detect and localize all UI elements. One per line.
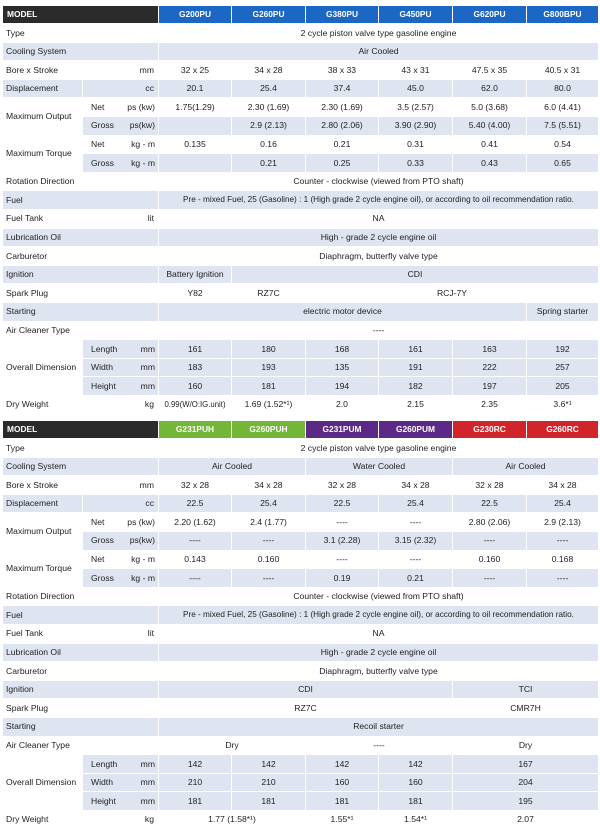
cell: 210	[232, 773, 306, 792]
cell: 180	[232, 340, 306, 359]
cell	[159, 154, 232, 173]
cooling-label: Cooling System	[3, 457, 159, 476]
cell: 0.21	[379, 569, 453, 588]
row-ignition	[3, 265, 599, 284]
cell: 210	[159, 773, 232, 792]
output-gross-unit	[83, 116, 159, 135]
cell: 182	[379, 377, 453, 396]
spark-value: RZ7C	[159, 699, 453, 718]
row-height	[3, 792, 599, 811]
ignition-value: CDI	[232, 265, 599, 284]
output-net-unit	[83, 98, 159, 117]
fuel-tank-unit: lit	[83, 624, 159, 643]
cell: 193	[232, 358, 306, 377]
unit-ps-kw: ps (kw)	[127, 516, 155, 527]
air-cleaner-value: Dry	[453, 736, 599, 755]
cell: 204	[453, 773, 599, 792]
cell: 0.19	[306, 569, 379, 588]
cell: 257	[527, 358, 599, 377]
cell: ----	[379, 550, 453, 569]
cell: ----	[306, 550, 379, 569]
row-carburetor	[3, 662, 599, 681]
cell: 25.4	[379, 494, 453, 513]
ignition-label: Ignition	[3, 680, 159, 699]
spark-value: RZ7C	[232, 284, 306, 303]
cell: ----	[379, 513, 453, 532]
cell: 1.77 (1.58*¹)	[159, 810, 306, 829]
ignition-value: CDI	[159, 680, 453, 699]
dry-weight-label: Dry Weight	[3, 810, 83, 829]
header-row	[3, 6, 599, 24]
cell: 43 x 31	[379, 61, 453, 80]
model-g620pu: G620PU	[453, 6, 527, 24]
air-cleaner-value: Dry	[159, 736, 306, 755]
cell: 22.5	[453, 494, 527, 513]
max-output-label: Maximum Output	[3, 98, 83, 135]
row-bore	[3, 61, 599, 80]
overall-dimension-label: Overall Dimension	[3, 340, 83, 396]
bore-unit: mm	[83, 61, 159, 80]
fuel-label: Fuel	[3, 606, 159, 625]
torque-net-unit	[83, 135, 159, 154]
model-g231pum: G231PUM	[306, 421, 379, 439]
model-g260puh: G260PUH	[232, 421, 306, 439]
row-torque-gross	[3, 569, 599, 588]
cell: 0.168	[527, 550, 599, 569]
starting-value: electric motor device	[159, 302, 527, 321]
cell: 0.33	[379, 154, 453, 173]
displacement-label: Displacement	[3, 494, 83, 513]
cell: 34 x 28	[527, 476, 599, 495]
type-label: Type	[3, 24, 159, 43]
row-fuel	[3, 606, 599, 625]
unit-ps-kw: ps (kw)	[127, 101, 155, 112]
model-g231puh: G231PUH	[159, 421, 232, 439]
cell: 181	[379, 792, 453, 811]
cell: 40.5 x 31	[527, 61, 599, 80]
cell	[159, 116, 232, 135]
torque-net-unit	[83, 550, 159, 569]
height-label: Height	[91, 380, 116, 391]
lubrication-value: High - grade 2 cycle engine oil	[159, 643, 599, 662]
unit-mm: mm	[140, 343, 155, 354]
cell: 161	[159, 340, 232, 359]
cell: 2.9 (2.13)	[527, 513, 599, 532]
cell: 181	[306, 792, 379, 811]
cell: 25.4	[527, 494, 599, 513]
cell: 167	[453, 755, 599, 774]
cell: 142	[306, 755, 379, 774]
spec-table-1	[2, 5, 599, 414]
cooling-value: Air Cooled	[159, 42, 599, 61]
cell: ----	[453, 569, 527, 588]
row-fuel	[3, 191, 599, 210]
cell: 2.35	[453, 395, 527, 414]
starting-value: Spring starter	[527, 302, 599, 321]
row-height	[3, 377, 599, 396]
cell: 222	[453, 358, 527, 377]
cell: ----	[527, 569, 599, 588]
length-unit	[83, 340, 159, 359]
cell: 7.5 (5.51)	[527, 116, 599, 135]
cell: 1.54*¹	[379, 810, 453, 829]
lubrication-label: Lubrication Oil	[3, 643, 159, 662]
cell: 0.160	[232, 550, 306, 569]
row-type	[3, 24, 599, 43]
torque-gross-unit	[83, 569, 159, 588]
cell: 0.16	[232, 135, 306, 154]
ignition-label: Ignition	[3, 265, 159, 284]
row-cooling	[3, 42, 599, 61]
cell: 197	[453, 377, 527, 396]
cell: 0.54	[527, 135, 599, 154]
cell: 32 x 25	[159, 61, 232, 80]
row-lubrication	[3, 643, 599, 662]
rotation-value: Counter - clockwise (viewed from PTO shaft)	[159, 172, 599, 191]
type-value: 2 cycle piston valve type gasoline engine	[159, 24, 599, 43]
cell: 135	[306, 358, 379, 377]
cell: 181	[232, 377, 306, 396]
height-unit	[83, 377, 159, 396]
fuel-tank-unit: lit	[83, 209, 159, 228]
cell: 2.4 (1.77)	[232, 513, 306, 532]
unit-mm: mm	[140, 380, 155, 391]
cell: 5.0 (3.68)	[453, 98, 527, 117]
cooling-value: Water Cooled	[306, 457, 453, 476]
cell: 142	[232, 755, 306, 774]
row-lubrication	[3, 228, 599, 247]
torque-gross-unit	[83, 154, 159, 173]
cell: 194	[306, 377, 379, 396]
cell: 205	[527, 377, 599, 396]
cell: 34 x 28	[232, 476, 306, 495]
cell: 34 x 28	[379, 476, 453, 495]
unit-kg-m: kg - m	[131, 157, 155, 168]
length-unit	[83, 755, 159, 774]
row-starting	[3, 717, 599, 736]
displacement-label: Displacement	[3, 79, 83, 98]
model-label: MODEL	[3, 421, 159, 439]
bore-label: Bore x Stroke	[3, 61, 83, 80]
unit-mm: mm	[140, 758, 155, 769]
row-ignition	[3, 680, 599, 699]
cell: 160	[159, 377, 232, 396]
cell: 80.0	[527, 79, 599, 98]
row-torque-net	[3, 135, 599, 154]
cell: 0.143	[159, 550, 232, 569]
cell: 2.0	[306, 395, 379, 414]
cell: 2.30 (1.69)	[306, 98, 379, 117]
unit-mm: mm	[140, 362, 155, 373]
cell: 0.99(W/O:IG.unit)	[159, 395, 232, 414]
model-g380pu: G380PU	[306, 6, 379, 24]
cell: 0.43	[453, 154, 527, 173]
row-carburetor	[3, 247, 599, 266]
cell: 163	[453, 340, 527, 359]
cell: 0.25	[306, 154, 379, 173]
row-air-cleaner	[3, 736, 599, 755]
net-label: Net	[91, 139, 105, 150]
carburetor-value: Diaphragm, butterfly valve type	[159, 247, 599, 266]
row-bore	[3, 476, 599, 495]
output-net-unit	[83, 513, 159, 532]
model-g260pu: G260PU	[232, 6, 306, 24]
cell: 0.135	[159, 135, 232, 154]
dry-weight-label: Dry Weight	[3, 395, 83, 414]
cooling-value: Air Cooled	[159, 457, 306, 476]
air-cleaner-label: Air Cleaner Type	[3, 736, 159, 755]
cell: 45.0	[379, 79, 453, 98]
cell: 32 x 28	[306, 476, 379, 495]
fuel-value: Pre - mixed Fuel, 25 (Gasoline) : 1 (High grade 2 cycle engine oil), or according to oil recommendation ratio.	[159, 606, 599, 625]
cell: 0.41	[453, 135, 527, 154]
cell: 0.31	[379, 135, 453, 154]
cell: 195	[453, 792, 599, 811]
type-value: 2 cycle piston valve type gasoline engine	[159, 439, 599, 458]
max-torque-label: Maximum Torque	[3, 135, 83, 172]
row-rotation	[3, 172, 599, 191]
row-cooling	[3, 457, 599, 476]
row-spark-plug	[3, 284, 599, 303]
cell: 3.15 (2.32)	[379, 531, 453, 550]
row-spark-plug	[3, 699, 599, 718]
unit-ps-kw: ps(kw)	[129, 120, 155, 131]
cell: 3.90 (2.90)	[379, 116, 453, 135]
carburetor-value: Diaphragm, butterfly valve type	[159, 662, 599, 681]
overall-dimension-label: Overall Dimension	[3, 755, 83, 811]
row-dry-weight	[3, 810, 599, 829]
carburetor-label: Carburetor	[3, 662, 159, 681]
cell: 191	[379, 358, 453, 377]
model-label: MODEL	[3, 6, 159, 24]
row-fuel-tank	[3, 209, 599, 228]
cooling-label: Cooling System	[3, 42, 159, 61]
unit-kg-m: kg - m	[131, 572, 155, 583]
cell: 20.1	[159, 79, 232, 98]
row-output-gross	[3, 531, 599, 550]
net-label: Net	[91, 554, 105, 565]
unit-mm: mm	[140, 795, 155, 806]
gross-label: Gross	[91, 535, 114, 546]
model-g200pu: G200PU	[159, 6, 232, 24]
cell: 3.5 (2.57)	[379, 98, 453, 117]
lubrication-label: Lubrication Oil	[3, 228, 159, 247]
cell: 1.55*¹	[306, 810, 379, 829]
unit-kg-m: kg - m	[131, 139, 155, 150]
row-width	[3, 358, 599, 377]
cell: 47.5 x 35	[453, 61, 527, 80]
cell: 160	[306, 773, 379, 792]
output-gross-unit	[83, 531, 159, 550]
gross-label: Gross	[91, 120, 114, 131]
cell: ----	[453, 531, 527, 550]
starting-value: Recoil starter	[159, 717, 599, 736]
lubrication-value: High - grade 2 cycle engine oil	[159, 228, 599, 247]
height-label: Height	[91, 795, 116, 806]
row-starting	[3, 302, 599, 321]
row-torque-gross	[3, 154, 599, 173]
cell: 2.20 (1.62)	[159, 513, 232, 532]
cell: 37.4	[306, 79, 379, 98]
gross-label: Gross	[91, 157, 114, 168]
starting-label: Starting	[3, 717, 159, 736]
spark-value: CMR7H	[453, 699, 599, 718]
spark-plug-label: Spark Plug	[3, 284, 159, 303]
cell: 1.69 (1.52*¹)	[232, 395, 306, 414]
model-g800bpu: G800BPU	[527, 6, 599, 24]
row-displacement	[3, 79, 599, 98]
height-unit	[83, 792, 159, 811]
cell: ----	[306, 513, 379, 532]
bore-unit: mm	[83, 476, 159, 495]
row-torque-net	[3, 550, 599, 569]
cell: 22.5	[159, 494, 232, 513]
fuel-label: Fuel	[3, 191, 159, 210]
cell: 2.9 (2.13)	[232, 116, 306, 135]
ignition-value: Battery Ignition	[159, 265, 232, 284]
cell: 3.1 (2.28)	[306, 531, 379, 550]
cell: 0.160	[453, 550, 527, 569]
width-label: Width	[91, 362, 113, 373]
net-label: Net	[91, 101, 105, 112]
cell: 2.30 (1.69)	[232, 98, 306, 117]
cell: 22.5	[306, 494, 379, 513]
fuel-tank-label: Fuel Tank	[3, 624, 83, 643]
displacement-unit: cc	[83, 494, 159, 513]
cell: ----	[527, 531, 599, 550]
model-g260pum: G260PUM	[379, 421, 453, 439]
fuel-value: Pre - mixed Fuel, 25 (Gasoline) : 1 (High grade 2 cycle engine oil), or according to oil recommendation ratio.	[159, 191, 599, 210]
row-length	[3, 340, 599, 359]
row-dry-weight	[3, 395, 599, 414]
ignition-value: TCI	[453, 680, 599, 699]
width-unit	[83, 358, 159, 377]
header-row	[3, 421, 599, 439]
model-g450pu: G450PU	[379, 6, 453, 24]
cell: ----	[159, 569, 232, 588]
cell: 142	[379, 755, 453, 774]
unit-mm: mm	[140, 777, 155, 788]
unit-ps-kw: ps(kw)	[129, 535, 155, 546]
net-label: Net	[91, 516, 105, 527]
cell: 192	[527, 340, 599, 359]
rotation-label: Rotation Direction	[3, 172, 159, 191]
cell: ----	[232, 531, 306, 550]
dry-weight-unit: kg	[83, 395, 159, 414]
cooling-value: Air Cooled	[453, 457, 599, 476]
cell: 0.65	[527, 154, 599, 173]
cell: 181	[159, 792, 232, 811]
unit-kg-m: kg - m	[131, 554, 155, 565]
fuel-tank-value: NA	[159, 209, 599, 228]
row-width	[3, 773, 599, 792]
cell: 0.21	[306, 135, 379, 154]
air-cleaner-value: ----	[159, 321, 599, 340]
width-unit	[83, 773, 159, 792]
cell: 25.4	[232, 494, 306, 513]
max-torque-label: Maximum Torque	[3, 550, 83, 587]
cell: 161	[379, 340, 453, 359]
length-label: Length	[91, 758, 118, 769]
spark-value: RCJ-7Y	[306, 284, 599, 303]
cell: 5.40 (4.00)	[453, 116, 527, 135]
model-g230rc: G230RC	[453, 421, 527, 439]
cell: 168	[306, 340, 379, 359]
row-output-net	[3, 513, 599, 532]
cell: 6.0 (4.41)	[527, 98, 599, 117]
bore-label: Bore x Stroke	[3, 476, 83, 495]
air-cleaner-label: Air Cleaner Type	[3, 321, 159, 340]
cell: 62.0	[453, 79, 527, 98]
spark-value: Y82	[159, 284, 232, 303]
cell: 1.75(1.29)	[159, 98, 232, 117]
carburetor-label: Carburetor	[3, 247, 159, 266]
cell: 183	[159, 358, 232, 377]
dry-weight-unit: kg	[83, 810, 159, 829]
row-fuel-tank	[3, 624, 599, 643]
row-length	[3, 755, 599, 774]
cell: 0.21	[232, 154, 306, 173]
cell: 2.15	[379, 395, 453, 414]
cell: ----	[159, 531, 232, 550]
fuel-tank-value: NA	[159, 624, 599, 643]
width-label: Width	[91, 777, 113, 788]
rotation-value: Counter - clockwise (viewed from PTO shaft)	[159, 587, 599, 606]
row-air-cleaner	[3, 321, 599, 340]
air-cleaner-value: ----	[306, 736, 453, 755]
gross-label: Gross	[91, 572, 114, 583]
fuel-tank-label: Fuel Tank	[3, 209, 83, 228]
cell: 2.80 (2.06)	[453, 513, 527, 532]
cell: 38 x 33	[306, 61, 379, 80]
spark-plug-label: Spark Plug	[3, 699, 159, 718]
cell: 32 x 28	[159, 476, 232, 495]
displacement-unit: cc	[83, 79, 159, 98]
cell: 2.80 (2.06)	[306, 116, 379, 135]
cell: 160	[379, 773, 453, 792]
max-output-label: Maximum Output	[3, 513, 83, 550]
cell: 181	[232, 792, 306, 811]
row-output-net	[3, 98, 599, 117]
cell: 142	[159, 755, 232, 774]
starting-label: Starting	[3, 302, 159, 321]
cell: 2.07	[453, 810, 599, 829]
cell: 34 x 28	[232, 61, 306, 80]
row-rotation	[3, 587, 599, 606]
cell: 32 x 28	[453, 476, 527, 495]
cell: ----	[232, 569, 306, 588]
length-label: Length	[91, 343, 118, 354]
spec-table-2	[2, 420, 599, 829]
row-output-gross	[3, 116, 599, 135]
cell: 25.4	[232, 79, 306, 98]
cell: 3.6*¹	[527, 395, 599, 414]
row-displacement	[3, 494, 599, 513]
rotation-label: Rotation Direction	[3, 587, 159, 606]
type-label: Type	[3, 439, 159, 458]
row-type	[3, 439, 599, 458]
model-g260rc: G260RC	[527, 421, 599, 439]
